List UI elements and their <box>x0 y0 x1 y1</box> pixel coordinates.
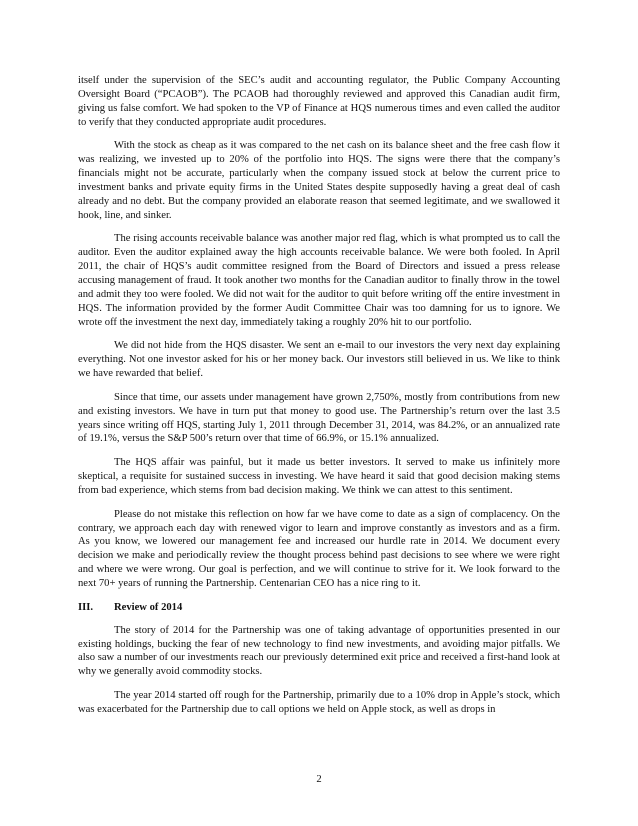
paragraph-returns-since: Since that time, our assets under management have grown 2,750%, mostly from contributions from new and existing investors. We have in turn put that money to good use. The Partnership’s return over the last 3.5 years since writing off HQS, starting July 1, 2011 through December 31, 2014, was 84.2%, or an annualized rate of 19.1%, versus the S&P 500’s return over that time of 66.9%, or 15.1% annualized. <box>78 391 560 445</box>
page-number: 2 <box>316 774 322 785</box>
paragraph-investor-communication: We did not hide from the HQS disaster. We sent an e-mail to our investors the very next day explaining everything. Not one investor asked for his or her money back. Our investors still believed in us. We like to think we have rewarded that belief. <box>78 340 560 380</box>
section-number: III. <box>78 601 94 613</box>
section-title: Review of 2014 <box>114 601 183 613</box>
paragraph-reflection: Please do not mistake this reflection on how far we have come to date as a sign of complacency. On the contrary, we approach each day with renewed vigor to learn and improve constantly as investors and as a firm. As you know, we lowered our management fee and increased our hurdle rate in 2014. We document every decision we make and periodically review the thought process behind past decisions to see where we were right and where we were wrong. Our goal is perfection, and we will continue to strive for it. We look forward to the next 70+ years of running the Partnership. Centenarian CEO has a nice ring to it. <box>78 508 560 589</box>
paragraph-continuation: itself under the supervision of the SEC’s audit and accounting regulator, the Public Company Accounting Oversight Board (“PCAOB”). The PCAOB had thoroughly reviewed and approved this Canadian audit firm, giving us false comfort. We had spoken to the VP of Finance at HQS numerous times and even called the auditor to verify that they conducted appropriate audit procedures. <box>78 75 560 128</box>
paragraph-investment-in-hqs: With the stock as cheap as it was compared to the net cash on its balance sheet and the free cash flow it was realizing, we invested up to 20% of the portfolio into HQS. The signs were there that the company’s financials might not be accurate, particularly when the company issued stock at below the current price to investment banks and private equity firms in the United States despite supposedly having a great deal of cash already and no debt. But the company provided an elaborate reason that seemed legitimate, and we swallowed it hook, line, and sinker. <box>78 140 560 221</box>
paragraph-story-of-2014: The story of 2014 for the Partnership was one of taking advantage of opportunities presented in our existing holdings, bucking the fear of new technology to find new investments, and avoiding major pitfalls. We also saw a number of our investments reach our previously determined exit price and received a first-hand look at why we generally avoid commodity stocks. <box>78 624 560 678</box>
paragraph-lessons: The HQS affair was painful, but it made us better investors. It served to make us infinitely more skeptical, a requisite for sustained success in investing. We have heard it said that good decision making stems from bad experience, which stems from bad decision making. We think we can attest to this sentiment. <box>78 457 560 496</box>
page-body <box>78 74 560 727</box>
paragraph-year-2014-start: The year 2014 started off rough for the Partnership, primarily due to a 10% drop in Apple’s stock, which was exacerbated for the Partnership due to call options we held on Apple stock, as well as drops in <box>78 690 560 715</box>
paragraph-accounts-receivable: The rising accounts receivable balance was another major red flag, which is what prompted us to call the auditor. Even the auditor explained away the high accounts receivable balance. We were both fooled. In April 2011, the chair of HQS’s audit committee resigned from the Board of Directors and issued a press release accusing management of fraud. It took another two months for the Canadian auditor to finally throw in the towel and admit they too were fooled. We did not wait for the auditor to quit before writing off the entire investment in HQS. The information provided by the former Audit Committee Chair was too damning for us to ignore. We wrote off the investment the next day, immediately taking a roughly 20% hit to our portfolio. <box>78 233 560 328</box>
section-heading <box>78 601 560 615</box>
